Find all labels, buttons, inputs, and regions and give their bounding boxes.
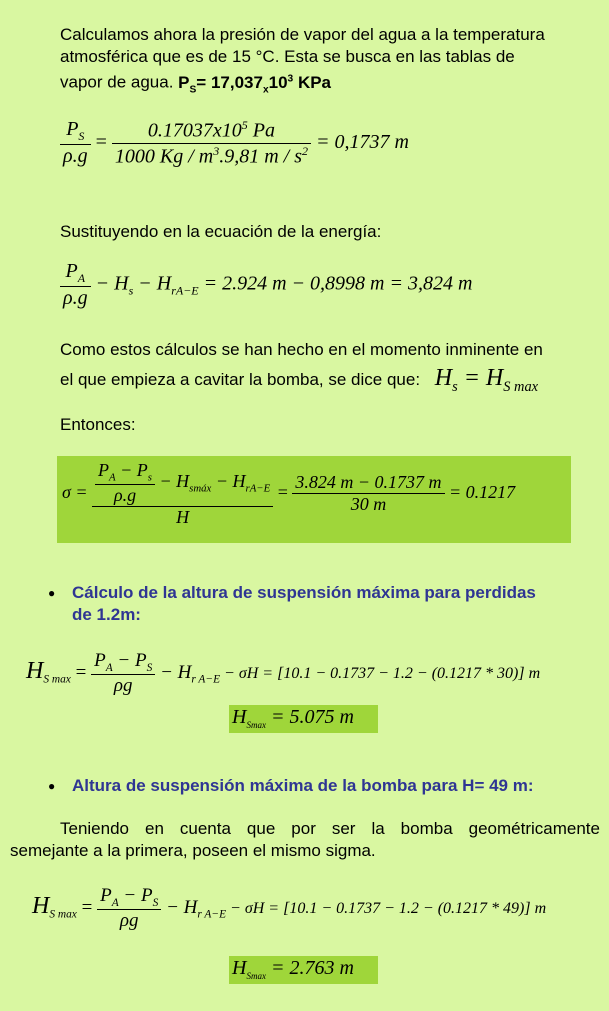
eq1-result: = 0,1737 m	[316, 130, 409, 153]
entonces-label: Entonces:	[60, 415, 136, 434]
result-2: $H_{Smax} = 2.763$ m	[232, 957, 354, 981]
cavitation-paragraph: Como estos cálculos se han hecho en el momento inminente en el que empieza a cavitar la bomba, se dice que: $H_s = H_{S max}$	[60, 340, 543, 395]
intro-line-1: Calculamos ahora la presión de vapor del agua a la temperatura	[60, 25, 545, 44]
vapor-pressure-equation: $\frac{P_S}{\rho.g}$ = $\frac{0.17037x10^5 Pa}{1000 Kg / m^3.9,81 m / s^2}$ = 0,1737 m	[60, 118, 409, 168]
bullet-dot-1: ●	[48, 586, 56, 600]
intro-paragraph	[60, 24, 605, 101]
max-height-equation-49: $H_{S max}$ = $\frac{P_A - P_S}{\rho g}$ − $H_{r A-E} - \sigma H = [10.1 - 0.1737 - 1.2 - (0.1217 * 49)]$ m	[32, 885, 547, 931]
max-height-equation-30: $H_{S max}$ = $\frac{P_A - P_S}{\rho g}$ − $H_{r A-E} - \sigma H = [10.1 - 0.1737 - 1.2 - (0.1217 * 30)]$ m	[26, 650, 541, 696]
intro-line-2: atmosférica que es de 15 °C. Esta se busca en las tablas de	[60, 47, 515, 66]
intro-line-3: vapor de agua. $P_S= 17,037_x10^3$ KPa	[60, 72, 332, 96]
pressure-fraction: $\frac{0.17037x10^5 Pa}{1000 Kg / m^3.9,81 m / s^2}$	[112, 118, 311, 168]
bullet-dot-2: ●	[48, 779, 56, 793]
energy-equation: $\frac{P_A}{\rho.g}$ − $H_s - H_{rA-E} = 2.924$ m − 0,8998 m = 3,824 m	[60, 260, 472, 310]
result-1: $H_{Smax} = 5.075$ m	[232, 706, 354, 730]
sigma-equation: σ = $\frac{P_A - P_s}{\rho.g}$ − $H_{smáx} - H_{rA-E}$ H = $\frac{3.824 m - 0.1737 m}{30 m}$ = 0.1217	[62, 460, 516, 527]
energy-text: Sustituyendo en la ecuación de la energía:	[60, 222, 382, 241]
ps-over-rhog: $\frac{P_S}{\rho.g}$	[60, 118, 91, 168]
bullet-2: Altura de suspensión máxima de la bomba para H= 49 m:	[72, 776, 534, 795]
geometric-paragraph: Teniendo en cuenta que por ser la bomba geométricamente semejante a la primera, poseen el mismo sigma.	[10, 819, 600, 860]
bullet-1: Cálculo de la altura de suspensión máxima para perdidas de 1.2m:	[72, 583, 536, 624]
cavitation-equation: $H_s = H_{S max}$	[434, 365, 539, 395]
